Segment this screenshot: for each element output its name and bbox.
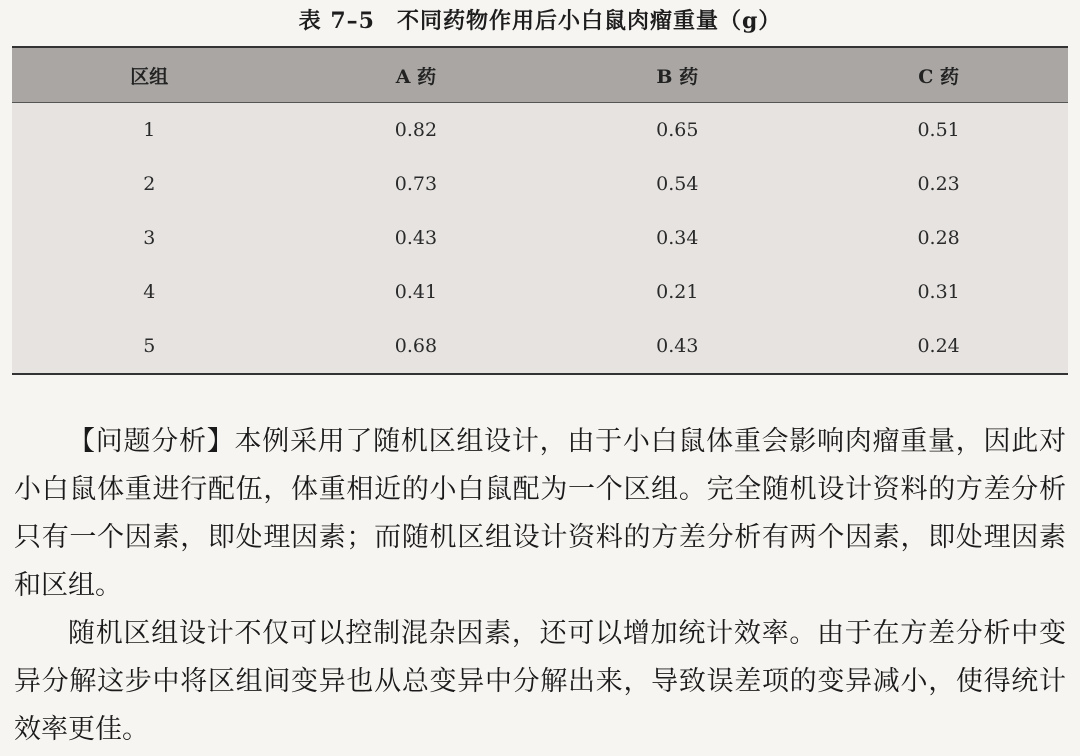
table-row — [12, 211, 1068, 265]
table-cell: 1 — [143, 119, 156, 141]
table-header-row — [12, 47, 1068, 103]
table-cell: 0.41 — [394, 281, 438, 303]
paragraph: 【问题分析】本例采用了随机区组设计，由于小白鼠体重会影响肉瘤重量，因此对小白鼠体重进行配伍，体重相近的小白鼠配为一个区组。完全随机设计资料的方差分析只有一个因素，即处理因素；而随机区组设计资料的方差分析有两个因素，即处理因素和区组。 — [14, 426, 1066, 601]
table-cell: 0.21 — [656, 281, 699, 303]
table-caption — [0, 4, 1080, 35]
paragraph: 随机区组设计不仅可以控制混杂因素，还可以增加统计效率。由于在方差分析中变异分解这步中将区组间变异也从总变异中分解出来，导致误差项的变异减小，使得统计效率更佳。 — [14, 618, 1066, 745]
table-cell: 0.68 — [287, 319, 546, 374]
column-header: 区组 — [12, 47, 287, 103]
table-cell: 0.51 — [917, 119, 960, 141]
table-number: 表 7–5 — [298, 8, 375, 34]
table-cell: 0.31 — [917, 281, 960, 303]
table-cell: 0.43 — [545, 319, 809, 374]
column-header: A 药 — [287, 47, 546, 103]
table-cell: 0.54 — [656, 173, 699, 195]
table-cell: 2 — [143, 173, 156, 195]
table-cell: 0.28 — [917, 227, 960, 249]
data-table — [12, 46, 1068, 375]
analysis-text — [14, 418, 1066, 754]
table-cell: 0.34 — [656, 227, 699, 249]
data-table-container — [12, 46, 1068, 375]
table-row — [12, 157, 1068, 211]
table-cell: 3 — [143, 227, 156, 249]
table-row — [12, 265, 1068, 319]
table-cell: 0.65 — [656, 119, 699, 141]
table-cell: 0.43 — [394, 227, 438, 249]
table-cell: 0.73 — [394, 173, 438, 195]
table-cell: 0.23 — [917, 173, 960, 195]
table-cell: 5 — [12, 319, 287, 374]
table-cell: 0.24 — [809, 319, 1068, 374]
column-header: B 药 — [545, 47, 809, 103]
table-row — [12, 319, 1068, 374]
table-title: 不同药物作用后小白鼠肉瘤重量（g） — [396, 8, 782, 34]
table-cell: 4 — [143, 281, 156, 303]
column-header: C 药 — [809, 47, 1068, 103]
table-row — [12, 103, 1068, 158]
table-cell: 0.82 — [394, 119, 438, 141]
